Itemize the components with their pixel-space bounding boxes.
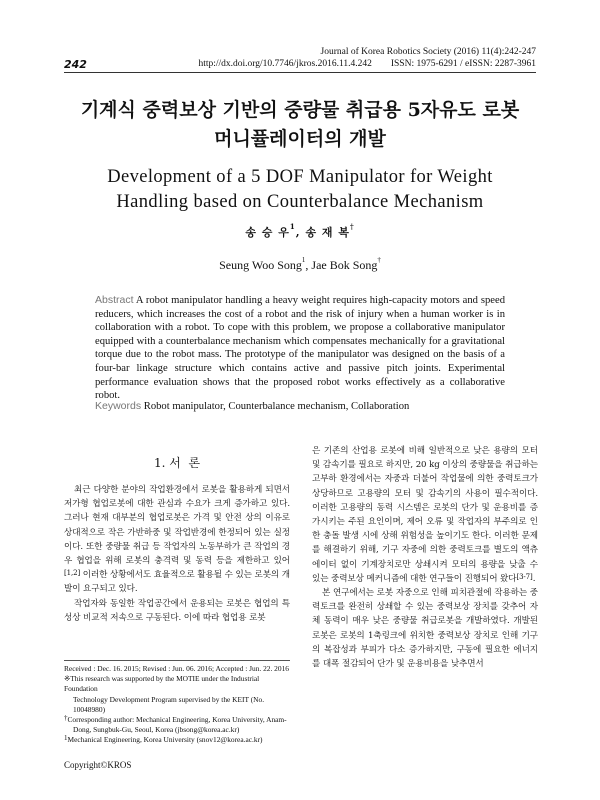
intro-right-text-end: . xyxy=(532,573,536,584)
received-dates: Received : Dec. 16. 2015; Revised : Jun. 06. 2016; Accepted : Jun. 22. 2016 xyxy=(64,664,289,673)
abstract-text: A robot manipulator handling a heavy weight requires high-capacity motors and speed reducers, which increases the cost of a robot and the risk of injury when a human worker is in collaboration with a robot. To cope with this problem, we propose a collaborative manipulator equipped with a counterbalance mechanism which compensates mechanically for a gravitational torque due to the robot mass. The prototype of the manipulator was designed on the basis of a four-bar linkage structure which contains active and passive pitch joints. Experimental performance evaluation shows that the proposed robot works effectively as a collaborative robot. xyxy=(95,295,505,402)
intro-paragraph-2: 작업자와 동일한 작업공간에서 운용되는 로봇은 협업의 특성상 비교적 저속으로 구동된다. 이에 따라 협업용 로봇 xyxy=(64,598,290,623)
author-1-mark: 1 xyxy=(289,222,296,231)
author-1-english: Seung Woo Song xyxy=(219,258,302,272)
title-korean-line2: 머니퓰레이터의 개발 xyxy=(214,128,386,150)
funding-line-2: Technology Development Program supervised by the KEIT (No. 10048980) xyxy=(73,694,265,714)
footnote-rule xyxy=(64,660,290,661)
corresponding-mark: † xyxy=(64,714,68,723)
section-heading: 1. 서 론 xyxy=(153,456,201,470)
author-2-en-mark: † xyxy=(377,256,381,264)
left-column xyxy=(64,446,290,625)
author-1-en-mark: 1 xyxy=(301,256,306,264)
keywords-text: Robot manipulator, Counterbalance mechanism, Collaboration xyxy=(143,401,410,412)
affiliation-note xyxy=(64,735,294,745)
author-2-mark: † xyxy=(349,222,355,231)
author-en-separator: , xyxy=(305,258,312,272)
corresponding-note xyxy=(64,715,294,725)
journal-info xyxy=(176,46,536,70)
abstract xyxy=(95,294,505,403)
citation-ref: [1,2] xyxy=(64,569,81,578)
title-korean-line1: 기계식 중력보상 기반의 중량물 취급용 5자유도 로봇 xyxy=(80,99,520,121)
intro-p1-text-cont: 이러한 상황에서도 효율적으로 활용될 수 있는 로봇의 개발이 요구되고 있다. xyxy=(64,570,290,595)
copyright: Copyright©KROS xyxy=(64,760,132,770)
keywords-label: Keywords xyxy=(95,400,142,412)
title-korean xyxy=(40,96,560,154)
funding-line-1: This research was supported by the MOTIE under the Industrial Foundation xyxy=(64,674,260,694)
title-english-line2: Handling based on Counterbalance Mechanism xyxy=(116,192,484,212)
affiliation-mark: 1 xyxy=(64,734,68,743)
intro-paragraph-continued xyxy=(312,444,538,586)
funding-mark: ※ xyxy=(64,674,71,684)
author-2-english: Jae Bok Song xyxy=(311,258,378,272)
funding-note xyxy=(64,674,294,694)
footnotes xyxy=(64,664,294,746)
journal-citation: Journal of Korea Robotics Society (2016) 11(4):242-247 xyxy=(320,47,536,57)
author-separator: , xyxy=(295,226,306,239)
authors-korean xyxy=(0,224,600,240)
citation-ref-2: [3-7] xyxy=(516,572,533,581)
abstract-label: Abstract xyxy=(95,294,134,306)
journal-doi-issn: http://dx.doi.org/10.7746/jkros.2016.11.4.242 ISSN: 1975-6291 / eISSN: 2287-3961 xyxy=(198,59,536,69)
page-number: 242 xyxy=(64,58,87,71)
authors-english xyxy=(0,258,600,273)
right-column xyxy=(312,444,538,671)
intro-paragraph-3: 본 연구에서는 로봇 자중으로 인해 피치관절에 작용하는 중력토크를 완전히 상쇄할 수 있는 중력보상 장치를 갖추어 자체 동력이 매우 낮은 중량물 취급로봇을 개발하였다. 개발된 로봇은 로봇의 1축링크에 위치한 중력보상 장치로 인해 기구의 복잡성과 부피가 다소 증가하지만, 구동에 필요한 에너지를 대폭 절감되어 단가 및 운용비용을 낮추면서 xyxy=(312,588,538,670)
header-rule xyxy=(64,72,536,73)
corresponding-line-2: Dong, Sungbuk-Gu, Seoul, Korea (jbsong@korea.ac.kr) xyxy=(73,725,240,735)
author-1-korean: 송 승 우 xyxy=(245,226,290,239)
intro-p1-text: 최근 다양한 분야의 작업환경에서 로봇을 활용하게 되면서 저가형 협업로봇에 대한 관심과 수요가 크게 증가하고 있다. 그러나 현재 대부분의 협업로봇은 가격 및 안전 상의 이유로 상대적으로 작은 가반하중 및 작업반경에 한정되어 있는 실정이다. 또한 중량물 취급 등 작업자의 노동부하가 큰 작업의 경우 협업을 위해 로봇의 충격력 및 동력 등을 제한하고 있어 xyxy=(64,485,290,567)
affiliation-line: Mechanical Engineering, Korea University (snov12@korea.ac.kr) xyxy=(67,735,263,745)
title-english-line1: Development of a 5 DOF Manipulator for Weight xyxy=(107,167,493,187)
title-english xyxy=(40,165,560,215)
corresponding-line-1: Corresponding author: Mechanical Engineering, Korea University, Anam- xyxy=(67,715,287,725)
keywords xyxy=(95,400,515,412)
intro-paragraph-1 xyxy=(64,483,290,597)
author-2-korean: 송 재 복 xyxy=(305,226,350,239)
intro-right-text: 은 기존의 산업용 로봇에 비해 일반적으로 낮은 용량의 모터 및 감속기를 필요로 하지만, 20 kg 이상의 중량물을 취급하는 고부하 환경에서는 자중과 더불어 작업물에 의한 중력토크가 상당하므로 고용량의 모터 및 감속기의 사용이 필수적이다. 이러한 고용량의 동력 시스템은 로봇의 단가 및 운용비를 증가시키는 주된 요인이며, 제어 오류 및 작업자의 부주의로 인한 충돌 발생 시에 상해 위험성을 높이기도 한다. 이러한 문제를 해결하기 위해, 기구 자중에 의한 중력토크를 별도의 액츄에이터 없이 기계장치로만 상쇄시켜 모터의 용량을 낮출 수 있는 중력보상 메커니즘에 대한 연구들이 진행되어 왔다 xyxy=(312,446,538,584)
